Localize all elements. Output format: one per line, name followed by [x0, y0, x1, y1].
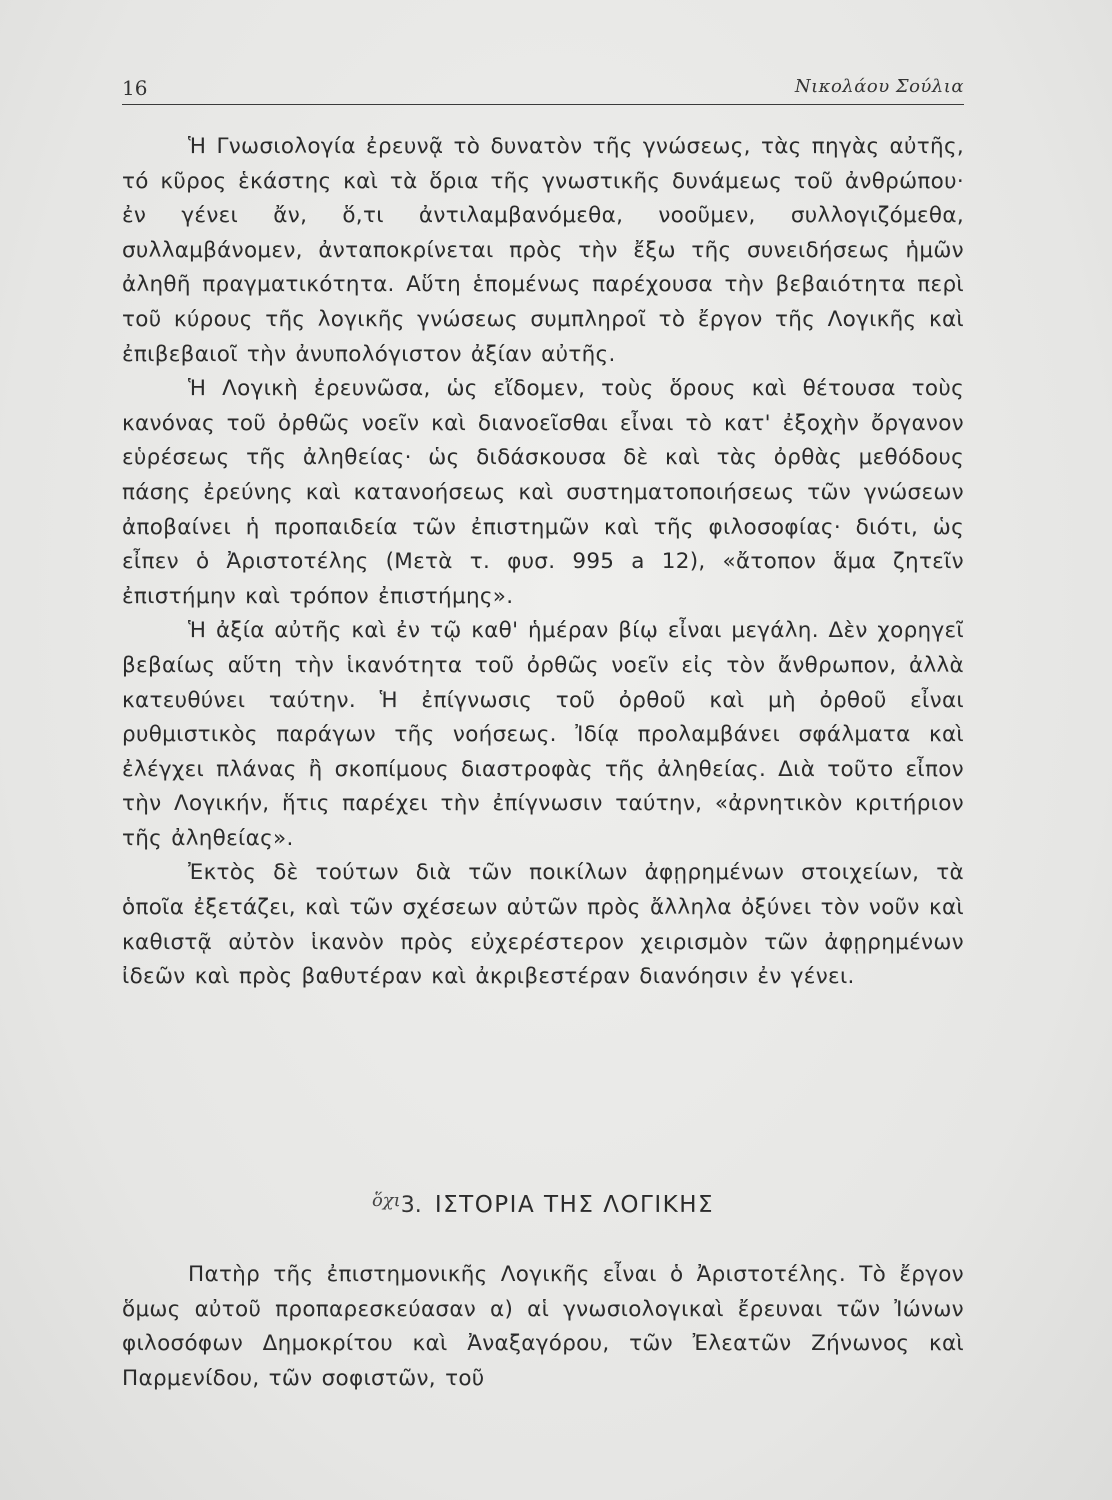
paragraph-logic-method: Ἡ Λογικὴ ἐρευνῶσα, ὡς εἴδομεν, τοὺς ὅρους καὶ θέτουσα τοὺς κανόνας τοῦ ὀρθῶς νοεῖν καὶ διανοεῖσθαι εἶναι τὸ κατ' ἐξοχὴν ὄργανον εὑρέσεως τῆς ἀληθείας· ὡς διδάσκουσα δὲ καὶ τὰς ὀρθὰς μεθόδους πάσης ἐρεύνης καὶ κατανοήσεως καὶ συστηματοποιήσεως τῶν γνώσεων ἀποβαίνει ἡ προπαιδεία τῶν ἐπιστημῶν καὶ τῆς φιλοσοφίας· διότι, ὡς εἶπεν ὁ Ἀριστοτέλης (Μετὰ τ. φυσ. 995 a 12), «ἄτοπον ἅμα ζητεῖν ἐπιστήμην καὶ τρόπον ἐπιστήμης».: [122, 376, 964, 609]
handwritten-annotation: ὅχι: [371, 1190, 401, 1211]
section-heading: [122, 1190, 964, 1230]
main-text: [122, 130, 964, 995]
page-header: [122, 74, 964, 105]
paragraph-logic-value: Ἡ ἀξία αὐτῆς καὶ ἐν τῷ καθ' ἡμέραν βίῳ εἶναι μεγάλη. Δὲν χορηγεῖ βεβαίως αὕτη τὴν ἱκανότητα τοῦ ὀρθῶς νοεῖν εἰς τὸν ἄνθρωπον, ἀλλὰ κατευθύνει ταύτην. Ἡ ἐπίγνωσις τοῦ ὀρθοῦ καὶ μὴ ὀρθοῦ εἶναι ρυθμιστικὸς παράγων τῆς νοήσεως. Ἰδίᾳ προλαμβάνει σφάλματα καὶ ἐλέγχει πλάνας ἢ σκοπίμους διαστροφὰς τῆς ἀληθείας. Διὰ τοῦτο εἶπον τὴν Λογικήν, ἥτις παρέχει τὴν ἐπίγνωσιν ταύτην, «ἀρνητικὸν κριτήριον τῆς ἀληθείας».: [122, 618, 964, 851]
section-title: ΙΣΤΟΡΙΑ ΤΗΣ ΛΟΓΙΚΗΣ: [434, 1192, 715, 1218]
paragraph-abstract-thought: Ἐκτὸς δὲ τούτων διὰ τῶν ποικίλων ἀφῃρημένων στοιχείων, τὰ ὁποῖα ἐξετάζει, καὶ τῶν σχέσεων αὐτῶν πρὸς ἄλληλα ὀξύνει τὸν νοῦν καὶ καθιστᾷ αὐτὸν ἱκανὸν πρὸς εὐχερέστερον χειρισμὸν τῶν ἀφῃρημένων ἰδεῶν καὶ πρὸς βαθυτέραν καὶ ἀκριβεστέραν διανόησιν ἐν γένει.: [122, 860, 964, 990]
section-text: [122, 1258, 964, 1396]
page-number: 16: [122, 76, 148, 100]
section-number: 3.: [400, 1193, 422, 1218]
paragraph-history: Πατὴρ τῆς ἐπιστημονικῆς Λογικῆς εἶναι ὁ Ἀριστοτέλης. Τὸ ἔργον ὅμως αὐτοῦ προπαρεσκεύασαν α) αἱ γνωσιολογικαὶ ἔρευναι τῶν Ἰώνων φιλοσόφων Δημοκρίτου καὶ Ἀναξαγόρου, τῶν Ἐλεατῶν Ζήνωνος καὶ Παρμενίδου, τῶν σοφιστῶν, τοῦ: [122, 1262, 964, 1391]
running-head: Νικολάου Σούλια: [794, 76, 964, 97]
paragraph-gnoseology: Ἡ Γνωσιολογία ἐρευνᾷ τὸ δυνατὸν τῆς γνώσεως, τὰς πηγὰς αὐτῆς, τό κῦρος ἑκάστης καὶ τὰ ὅρια τῆς γνωστικῆς δυνάμεως τοῦ ἀνθρώπου· ἐν γένει ἄν, ὅ,τι ἀντιλαμβανόμεθα, νοοῦμεν, συλλογιζόμεθα, συλλαμβάνομεν, ἀνταποκρίνεται πρὸς τὴν ἔξω τῆς συνειδήσεως ἡμῶν ἀληθῆ πραγματικότητα. Αὕτη ἑπομένως παρέχουσα τὴν βεβαιότητα περὶ τοῦ κύρους τῆς λογικῆς γνώσεως συμπληροῖ τὸ ἔργον τῆς Λογικῆς καὶ ἐπιβεβαιοῖ τὴν ἀνυπολόγιστον ἀξίαν αὐτῆς.: [122, 134, 964, 367]
